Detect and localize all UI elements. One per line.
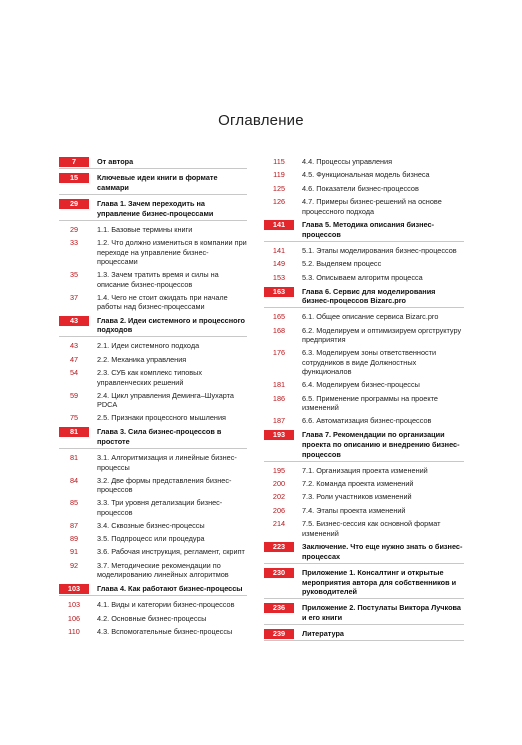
page-number: 43 <box>59 316 89 326</box>
entry-title: 1.1. Базовые термины книги <box>97 224 193 234</box>
toc-chapter-entry[interactable] <box>59 173 247 192</box>
page-number: 193 <box>264 430 294 440</box>
toc-section-entry[interactable] <box>59 391 247 410</box>
entry-title: 6.3. Моделируем зоны ответственности сотрудников в виде Должностных функционалов <box>302 348 437 377</box>
page-number: 186 <box>272 393 286 403</box>
toc-chapter-entry[interactable] <box>264 430 464 459</box>
toc-section-entry[interactable] <box>264 184 464 194</box>
page-number: 195 <box>272 465 286 475</box>
toc-section-entry[interactable] <box>59 627 247 637</box>
toc-chapter-entry[interactable] <box>59 316 247 335</box>
page-number: 223 <box>264 542 294 552</box>
entry-title: Глава 2. Идеи системного и процессного подходов <box>97 315 245 335</box>
entry-title: Глава 4. Как работают бизнес-процессы <box>97 584 243 594</box>
entry-title: От автора <box>97 157 134 166</box>
toc-section-entry[interactable] <box>59 413 247 423</box>
toc-section-entry[interactable] <box>264 394 464 413</box>
toc-section-entry[interactable] <box>264 273 464 283</box>
page-number: 59 <box>69 390 79 400</box>
entry-title: 2.5. Признаки процессного мышления <box>97 413 226 423</box>
toc-section-entry[interactable] <box>59 341 247 351</box>
page-number: 29 <box>59 199 89 209</box>
page-number: 91 <box>69 547 79 557</box>
page-number: 75 <box>69 413 79 423</box>
page-number: 125 <box>272 183 286 193</box>
page-number: 54 <box>69 368 79 378</box>
page-number: 236 <box>264 603 294 613</box>
chapter-divider <box>264 307 464 308</box>
chapter-divider <box>264 241 464 242</box>
toc-chapter-entry[interactable] <box>264 542 464 561</box>
page-number: 165 <box>272 312 286 322</box>
chapter-divider <box>59 595 247 596</box>
page-number: 214 <box>272 519 286 529</box>
toc-section-entry[interactable] <box>264 348 464 377</box>
entry-title: 1.2. Что должно измениться в компании при переходе на управление бизнес-процессами <box>97 237 247 267</box>
toc-section-entry[interactable] <box>264 506 464 516</box>
toc-chapter-entry[interactable] <box>264 568 464 597</box>
page-number: 103 <box>59 584 89 594</box>
toc-section-entry[interactable] <box>59 534 247 544</box>
entry-title: Ключевые идеи книги в формате саммари <box>97 173 218 192</box>
page-number: 115 <box>273 157 285 166</box>
page-number: 37 <box>69 292 79 302</box>
entry-title: Глава 1. Зачем переходить на управление бизнес-процессами <box>97 198 214 218</box>
toc-section-entry[interactable] <box>264 519 464 538</box>
toc-chapter-entry[interactable] <box>59 584 247 594</box>
entry-title: Глава 5. Методика описания бизнес-процессов <box>302 220 434 239</box>
chapter-divider <box>264 624 464 625</box>
entry-title: Литература <box>302 628 344 638</box>
toc-right-column <box>264 157 464 645</box>
page-number: 85 <box>69 498 79 508</box>
toc-chapter-entry[interactable] <box>264 629 464 639</box>
chapter-divider <box>264 563 464 564</box>
toc-section-entry[interactable] <box>264 380 464 390</box>
entry-title: 3.1. Алгоритмизация и линейные бизнес-процессы <box>97 452 237 472</box>
page-number: 181 <box>272 380 286 390</box>
entry-title: 4.2. Основные бизнес-процессы <box>97 613 207 623</box>
page-number: 176 <box>272 348 286 358</box>
toc-section-entry[interactable] <box>59 498 247 517</box>
toc-section-entry[interactable] <box>264 197 464 216</box>
toc-section-entry[interactable] <box>59 355 247 365</box>
toc-section-entry[interactable] <box>59 238 247 267</box>
entry-title: Глава 6. Сервис для моделирования бизнес-процессов Bizarc.pro <box>302 286 436 306</box>
entry-title: 5.1. Этапы моделирования бизнес-процессов <box>302 245 457 255</box>
toc-section-entry[interactable] <box>59 368 247 387</box>
page-number: 87 <box>69 520 79 530</box>
page-number: 103 <box>67 600 81 610</box>
entry-title: 6.5. Применение программы на проекте изменений <box>302 393 438 413</box>
toc-chapter-entry[interactable] <box>264 603 464 622</box>
entry-title: 7.3. Роли участников изменений <box>302 492 412 502</box>
entry-title: 3.5. Подпроцесс или процедура <box>97 534 205 544</box>
entry-title: Глава 3. Сила бизнес-процессов в простоте <box>97 427 222 446</box>
toc-section-entry[interactable] <box>264 259 464 269</box>
entry-title: 6.2. Моделируем и оптимизируем оргструктуру предприятия <box>302 325 462 345</box>
entry-title: 7.5. Бизнес-сессия как основной формат изменений <box>302 519 441 538</box>
chapter-divider <box>59 220 247 221</box>
entry-title: Приложение 1. Консалтинг и открытые мероприятия автора для собственников и руководителей <box>302 567 457 597</box>
entry-title: 7.4. Этапы проекта изменений <box>302 505 406 515</box>
entry-title: 7.1. Организация проекта изменений <box>302 465 428 475</box>
page-number: 202 <box>272 492 286 502</box>
chapter-divider <box>59 448 247 449</box>
toc-chapter-entry[interactable] <box>59 157 247 167</box>
page-number: 35 <box>69 270 79 280</box>
page-number: 106 <box>67 613 81 623</box>
page-number: 187 <box>272 416 286 426</box>
toc-section-entry[interactable] <box>264 479 464 489</box>
entry-title: 6.6. Автоматизация бизнес-процессов <box>302 416 432 426</box>
entry-title: 1.4. Чего не стоит ожидать при начале работы над бизнес-процессами <box>97 292 228 312</box>
entry-title: 4.1. Виды и категории бизнес-процессов <box>97 600 235 610</box>
page-number: 7 <box>59 157 89 167</box>
page-number: 84 <box>69 475 79 485</box>
entry-title: 4.4. Процессы управления <box>302 157 393 166</box>
entry-title: 3.6. Рабочая инструкция, регламент, скрипт <box>97 547 245 557</box>
entry-title: Глава 7. Рекомендации по организации проекта по описанию и внедрению бизнес-процессов <box>302 430 460 459</box>
entry-title: 6.4. Моделируем бизнес-процессы <box>302 380 420 390</box>
toc-section-entry[interactable] <box>264 326 464 345</box>
entry-title: Приложение 2. Постулаты Виктора Лучкова и его книги <box>302 603 461 622</box>
page-number: 119 <box>273 170 285 180</box>
entry-title: 2.3. СУБ как комплекс типовых управленческих решений <box>97 368 203 387</box>
entry-title: 1.3. Зачем тратить время и силы на описание бизнес-процессов <box>97 270 219 289</box>
toc-section-entry[interactable] <box>59 600 247 610</box>
entry-title: 3.2. Две формы представления бизнес-процессов <box>97 475 232 495</box>
toc-section-entry[interactable] <box>59 614 247 624</box>
toc-section-entry[interactable] <box>264 246 464 256</box>
entry-title: 4.3. Вспомогательные бизнес-процессы <box>97 627 233 637</box>
page-number: 230 <box>264 568 294 578</box>
page-number: 81 <box>69 452 79 462</box>
chapter-divider <box>264 461 464 462</box>
toc-chapter-entry[interactable] <box>59 199 247 218</box>
page-number: 153 <box>272 272 286 282</box>
entry-title: 3.4. Сквозные бизнес-процессы <box>97 520 205 530</box>
entry-title: 2.4. Цикл управления Деминга–Шухарта PDCA <box>97 390 234 410</box>
page-number: 168 <box>272 325 286 335</box>
page-number: 149 <box>272 259 286 269</box>
page-number: 29 <box>69 224 79 234</box>
page-number: 141 <box>272 245 286 255</box>
entry-title: 4.6. Показатели бизнес-процессов <box>302 183 419 193</box>
toc-section-entry[interactable] <box>59 293 247 312</box>
toc-section-entry[interactable] <box>264 466 464 476</box>
toc-section-entry[interactable] <box>59 547 247 557</box>
entry-title: 3.7. Методические рекомендации по моделированию линейных алгоритмов <box>97 560 229 580</box>
page-number: 126 <box>272 197 286 207</box>
page-number: 239 <box>264 629 294 639</box>
page-number: 200 <box>272 478 286 488</box>
page-number: 206 <box>272 505 286 515</box>
page-number: 141 <box>264 220 294 230</box>
toc-section-entry[interactable] <box>264 492 464 502</box>
toc-section-entry[interactable] <box>264 312 464 322</box>
chapter-divider <box>264 640 464 641</box>
entry-title: 2.1. Идеи системного подхода <box>97 341 200 351</box>
page-title: Оглавление <box>218 112 304 129</box>
toc-section-entry[interactable] <box>59 521 247 531</box>
toc-chapter-entry[interactable] <box>59 427 247 446</box>
page-number: 43 <box>69 341 79 351</box>
toc-section-entry[interactable] <box>264 157 464 167</box>
toc-section-entry[interactable] <box>59 561 247 580</box>
page-number: 15 <box>59 173 89 183</box>
entry-title: 5.2. Выделяем процесс <box>302 259 382 269</box>
page-number: 47 <box>69 354 79 364</box>
entry-title: 4.7. Примеры бизнес-решений на основе процессного подхода <box>302 197 442 216</box>
toc-chapter-entry[interactable] <box>264 220 464 239</box>
chapter-divider <box>59 168 247 169</box>
toc-section-entry[interactable] <box>59 270 247 289</box>
toc-section-entry[interactable] <box>59 476 247 495</box>
toc-section-entry[interactable] <box>264 170 464 180</box>
entry-title: 2.2. Механика управления <box>97 354 187 364</box>
page-number: 89 <box>69 534 79 544</box>
toc-left-column <box>59 157 247 641</box>
page-number: 92 <box>69 560 79 570</box>
toc-section-entry[interactable] <box>264 416 464 426</box>
chapter-divider <box>264 598 464 599</box>
entry-title: 7.2. Команда проекта изменений <box>302 478 414 488</box>
toc-chapter-entry[interactable] <box>264 287 464 306</box>
page-number: 163 <box>264 287 294 297</box>
entry-title: 4.5. Функциональная модель бизнеса <box>302 170 430 180</box>
chapter-divider <box>59 336 247 337</box>
entry-title: 5.3. Описываем алгоритм процесса <box>302 272 423 282</box>
entry-title: 3.3. Три уровня детализации бизнес-процессов <box>97 498 223 517</box>
entry-title: 6.1. Общее описание сервиса Bizarc.pro <box>302 312 439 322</box>
toc-section-entry[interactable] <box>59 453 247 472</box>
page-number: 110 <box>68 627 80 637</box>
page-number: 33 <box>69 237 79 247</box>
entry-title: Заключение. Что еще нужно знать о бизнес-процессах <box>302 542 463 561</box>
page-number: 81 <box>59 427 89 437</box>
toc-section-entry[interactable] <box>59 225 247 235</box>
chapter-divider <box>59 194 247 195</box>
